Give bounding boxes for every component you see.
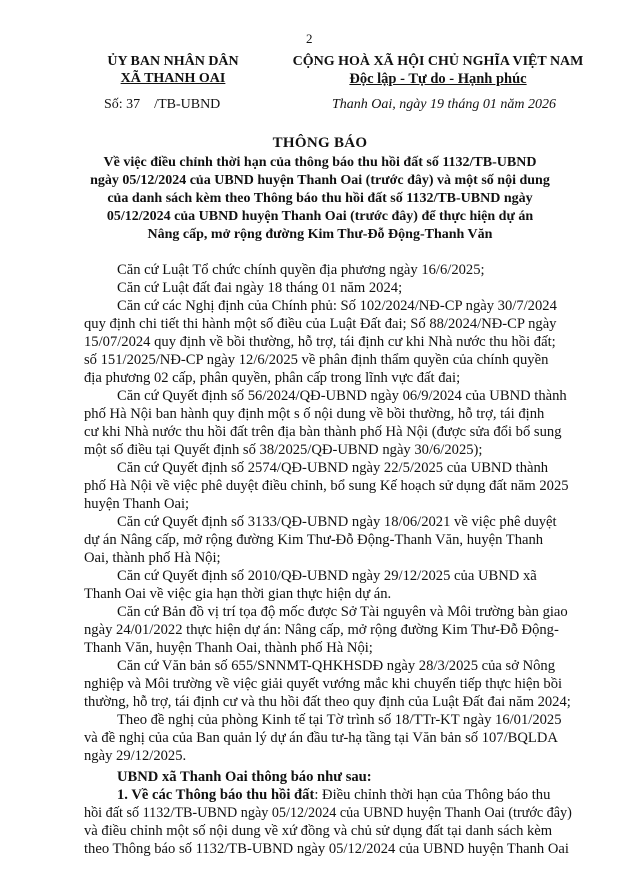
item-1-line: hồi đất số 1132/TB-UBND ngày 05/12/2024 của UBND huyện Thanh Oai (trước đây) [84, 805, 572, 821]
body-line: Căn cứ Quyết định số 3133/QĐ-UBND ngày 18/06/2021 về việc phê duyệt [117, 514, 557, 530]
body-line: Căn cứ các Nghị định của Chính phủ: Số 102/2024/NĐ-CP ngày 30/7/2024 [117, 298, 557, 314]
body-line: Thanh Oai về việc gia hạn thời gian thực hiện dự án. [84, 586, 392, 602]
item-1-first-text: : Điều chỉnh thời hạn của Thông báo thu [314, 787, 551, 803]
body-line: Căn cứ Luật Tổ chức chính quyền địa phương ngày 16/6/2025; [117, 262, 485, 278]
page-number: 2 [306, 31, 313, 46]
document-heading: THÔNG BÁO [272, 135, 368, 151]
body-line: Thanh Văn, huyện Thanh Oai, thành phố Hà Nội; [84, 640, 373, 656]
issue-date: Thanh Oai, ngày 19 tháng 01 năm 2026 [332, 97, 556, 112]
body-line: Căn cứ Văn bản số 655/SNNMT-QHKHSDĐ ngày 28/3/2025 của sở Nông [117, 658, 556, 674]
title-line-4: 05/12/2024 của UBND huyện Thanh Oai (trước đây) để thực hiện dự án [106, 209, 534, 224]
body-line: phố Hà Nội ban hành quy định một s ố nội dung về bồi thường, hỗ trợ, tái định [84, 406, 545, 422]
body-line: một số điều tại Quyết định số 38/2025/QĐ-UBND ngày 30/6/2025); [84, 442, 483, 458]
body-line: Theo đề nghị của phòng Kinh tế tại Tờ trình số 18/TTr-KT ngày 16/01/2025 [117, 712, 562, 728]
body-line: Căn cứ Bản đồ vị trí tọa độ mốc được Sở Tài nguyên và Môi trường bàn giao [117, 604, 568, 620]
title-line-3: của danh sách kèm theo Thông báo thu hồi đất số 1132/TB-UBND ngày [107, 191, 533, 206]
national-motto-text: Độc lập - Tự do - Hạnh phúc [349, 71, 527, 87]
body-line: 15/07/2024 quy định về bồi thường, hỗ trợ, tái định cư khi Nhà nước thu hồi đất; [84, 334, 556, 350]
item-1-line: theo Thông báo số 1132/TB-UBND ngày 05/12/2024 của UBND huyện Thanh Oai [84, 841, 569, 857]
body-line: Căn cứ Quyết định số 2010/QĐ-UBND ngày 29/12/2025 của UBND xã [117, 568, 537, 584]
issuing-commune [98, 71, 248, 87]
body-line: địa phương 02 cấp, phân quyền, phân cấp trong lĩnh vực đất đai; [84, 370, 461, 386]
title-line-5: Nâng cấp, mở rộng đường Kim Thư-Đỗ Động-Thanh Văn [147, 227, 493, 242]
body-line: quy định chi tiết thi hành một số điều của Luật Đất đai; Số 88/2024/NĐ-CP ngày [84, 316, 557, 332]
section-heading: UBND xã Thanh Oai thông báo như sau: [117, 769, 372, 785]
body-line: và đề nghị của của Ban quản lý dự án đầu tư-hạ tầng tại Văn bản số 107/BQLDA [84, 730, 558, 746]
item-1-label: 1. Về các Thông báo thu hồi đất [117, 787, 315, 803]
body-line: Căn cứ Luật đất đai ngày 18 tháng 01 năm 2024; [117, 280, 403, 296]
body-line: ngày 24/01/2022 thực hiện dự án: Nâng cấp, mở rộng đường Kim Thư-Đỗ Động- [84, 622, 559, 638]
item-1-first-line [117, 786, 550, 804]
item-1-line: và điều chỉnh một số nội dung về xứ đồng và chủ sử dụng đất tại danh sách kèm [84, 823, 553, 839]
issuing-commune-text: XÃ THANH OAI [120, 71, 226, 86]
title-line-1: Về việc điều chỉnh thời hạn của thông báo thu hồi đất số 1132/TB-UBND [103, 155, 537, 170]
issuing-authority: ỦY BAN NHÂN DÂN [107, 54, 239, 69]
body-line: nghiệp và Môi trường về việc giải quyết vướng mắc khi chuyển tiếp thực hiện bồi [84, 676, 563, 692]
body-line: huyện Thanh Oai; [84, 496, 190, 512]
body-line: dự án Nâng cấp, mở rộng đường Kim Thư-Đỗ Động-Thanh Văn, huyện Thanh [84, 532, 544, 548]
body-line: Căn cứ Quyết định số 2574/QĐ-UBND ngày 22/5/2025 của UBND thành [117, 460, 549, 476]
body-line: phố Hà Nội về việc phê duyệt điều chỉnh, bổ sung Kế hoạch sử dụng đất năm 2025 [84, 478, 569, 494]
national-motto [288, 71, 588, 88]
doc-number: Số: 37 /TB-UBND [104, 97, 221, 112]
body-line: Căn cứ Quyết định số 56/2024/QĐ-UBND ngày 06/9/2024 của UBND thành [117, 388, 567, 404]
body-line: Oai, thành phố Hà Nội; [84, 550, 221, 566]
title-line-2: ngày 05/12/2024 của UBND huyện Thanh Oai (trước đây) và một số nội dung [90, 173, 550, 188]
body-line: thường, hỗ trợ, tái định cư và thu hồi đất theo quy định của Luật Đất đai năm 2024; [84, 694, 571, 710]
body-line: ngày 29/12/2025. [84, 748, 187, 764]
body-line: số 151/2025/NĐ-CP ngày 12/6/2025 về phân định thẩm quyền của chính quyền [84, 352, 549, 368]
body-line: cư khi Nhà nước thu hồi đất trên địa bàn thành phố Hà Nội (được sửa đổi bổ sung [84, 424, 562, 440]
national-title: CỘNG HOÀ XÃ HỘI CHỦ NGHĨA VIỆT NAM [292, 54, 584, 69]
